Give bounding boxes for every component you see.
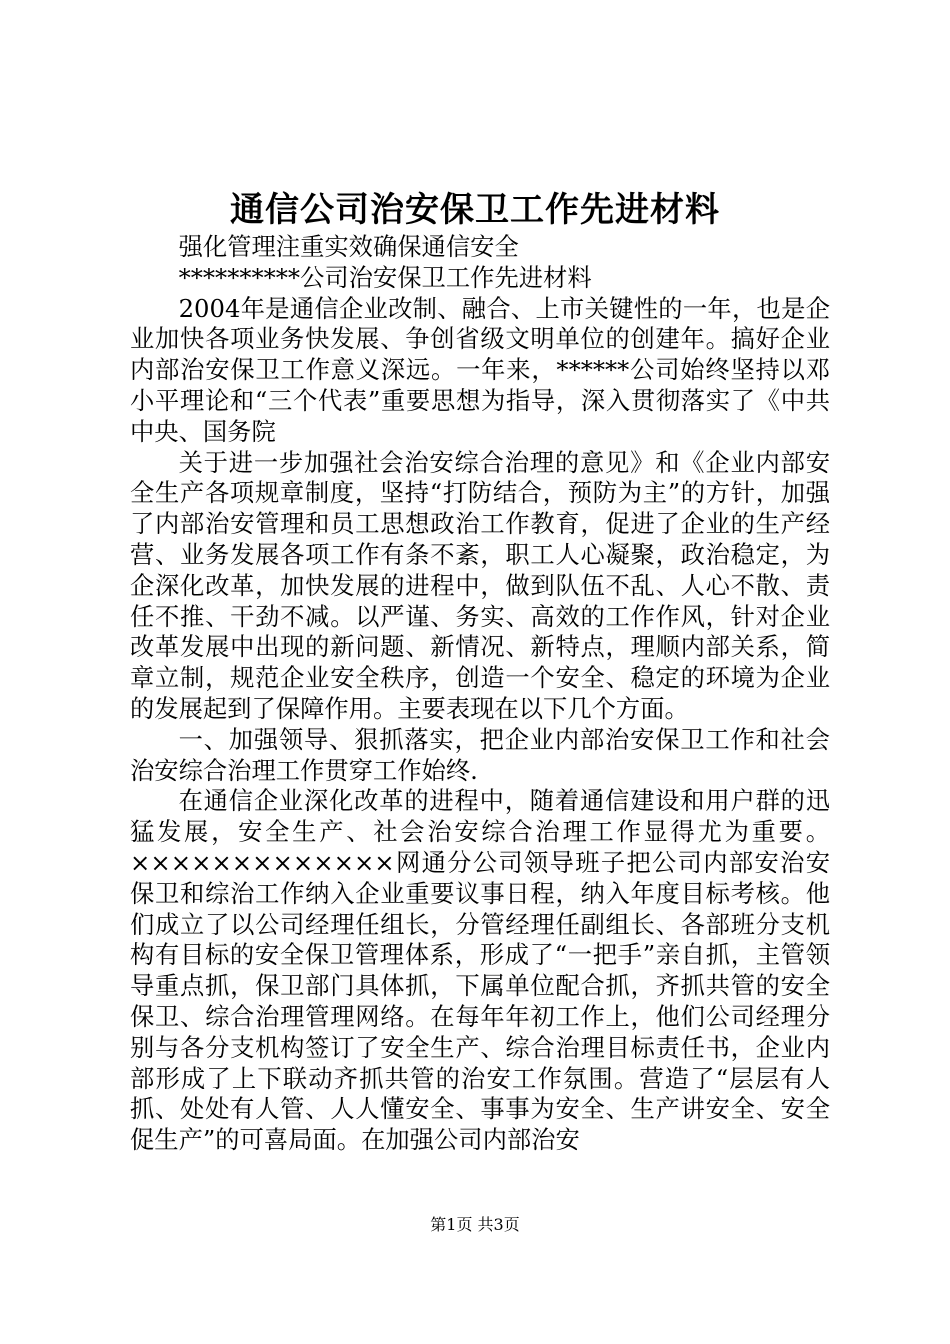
document-title: 通信公司治安保卫工作先进材料 xyxy=(230,190,720,230)
material-heading-paragraph: **********公司治安保卫工作先进材料 xyxy=(178,262,592,292)
page-number-footer: 第1页 共3页 xyxy=(430,1215,520,1234)
section-heading-paragraph: 一、加强领导、狠抓落实，把企业内部治安保卫工作和社会治安综合治理工作贯穿工作始终. xyxy=(130,724,830,785)
subtitle-paragraph: 强化管理注重实效确保通信安全 xyxy=(178,232,519,261)
document-body xyxy=(130,232,830,1156)
body-paragraph: 关于进一步加强社会治安综合治理的意见》和《企业内部安全生产各项规章制度，坚持“打防结合，预防为主”的方针，加强了内部治安管理和员工思想政治工作教育，促进了企业的生产经营、业务发展各项工作有条不紊，职工人心凝聚，政治稳定，为企深化改革，加快发展的进程中，做到队伍不乱、人心不散、责任不推、干劲不减。以严谨、务实、高效的工作作风，针对企业改革发展中出现的新问题、新情况、新特点，理顺内部关系，简章立制，规范企业安全秩序，创造一个安全、稳定的环境为企业的发展起到了保障作用。主要表现在以下几个方面。 xyxy=(130,447,830,723)
body-paragraph: 在通信企业深化改革的进程中，随着通信建设和用户群的迅猛发展，安全生产、社会治安综合治理工作显得尤为重要。×××××××××××××网通分公司领导班子把公司内部安治安保卫和综治工作纳入企业重要议事日程，纳入年度目标考核。他们成立了以公司经理任组长，分管经理任副组长、各部班分支机构有目标的安全保卫管理体系，形成了“一把手”亲自抓，主管领导重点抓，保卫部门具体抓，下属单位配合抓，齐抓共管的安全保卫、综合治理管理网络。在每年年初工作上，他们公司经理分别与各分支机构签订了安全生产、综合治理目标责任书，企业内部形成了上下联动齐抓共管的治安工作氛围。营造了“层层有人抓、处处有人管、人人懂安全、事事为安全、生产讲安全、安全促生产”的可喜局面。在加强公司内部治安 xyxy=(130,786,830,1155)
body-paragraph: 2004年是通信企业改制、融合、上市关键性的一年，也是企业加快各项业务快发展、争创省级文明单位的创建年。搞好企业内部治安保卫工作意义深远。一年来，******公司始终坚持以邓小平理论和“三个代表”重要思想为指导，深入贯彻落实了《中共中央、国务院 xyxy=(130,293,830,446)
